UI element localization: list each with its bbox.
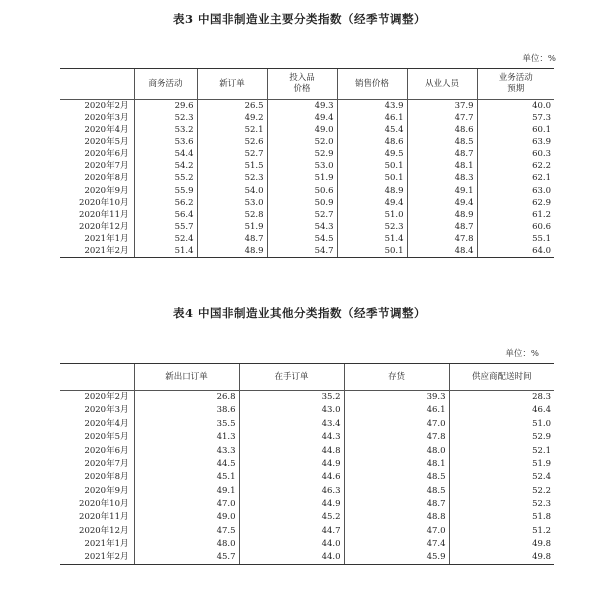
table3-cell: 40.0 (477, 100, 554, 112)
table3-corner-cell (60, 69, 134, 100)
table4-unit: 单位：% (505, 349, 539, 359)
table3-cell: 52.9 (267, 148, 337, 160)
table3-row (60, 112, 554, 124)
table4-cell: 44.3 (239, 431, 344, 444)
table4-cell: 48.1 (344, 457, 449, 470)
table3-cell: 47.7 (407, 112, 477, 124)
table3-cell: 48.9 (197, 246, 267, 258)
table4-row-label: 2020年12月 (79, 525, 129, 536)
table3-column-header (197, 69, 267, 100)
table4-row-label: 2020年10月 (79, 499, 129, 510)
table3-cell: 55.1 (477, 234, 554, 246)
table3-cell: 51.5 (197, 160, 267, 172)
table4-cell: 49.8 (449, 538, 554, 551)
table3-row-label: 2020年11月 (79, 210, 129, 221)
table4-cell: 51.8 (449, 511, 554, 524)
table3-cell: 48.6 (337, 136, 407, 148)
table4-column-header (344, 364, 449, 391)
table3-row-label: 2020年7月 (84, 161, 129, 172)
table4-cell: 51.0 (449, 417, 554, 430)
table3-column-header (134, 69, 197, 100)
table3-column-header-line: 预期 (507, 84, 525, 94)
table4-column-header (134, 364, 239, 391)
table3-row (60, 234, 554, 246)
table3-cell: 52.3 (337, 221, 407, 233)
table3-cell: 48.1 (407, 160, 477, 172)
table3-cell: 37.9 (407, 100, 477, 112)
table3-row-label: 2020年9月 (84, 185, 129, 196)
table4-cell: 47.0 (344, 524, 449, 537)
table4-row (60, 484, 554, 497)
table4-column-header (449, 364, 554, 391)
table3-cell: 48.7 (407, 148, 477, 160)
table3-cell: 50.9 (267, 197, 337, 209)
table3-cell: 52.3 (197, 173, 267, 185)
table4-cell: 47.5 (134, 524, 239, 537)
table3-cell: 61.2 (477, 209, 554, 221)
table3-row-label: 2020年2月 (84, 100, 129, 111)
table3-cell: 53.6 (134, 136, 197, 148)
table3-cell: 62.1 (477, 173, 554, 185)
table3-column-header-line: 业务活动 (498, 73, 533, 84)
table3-body (60, 100, 554, 258)
table4-cell: 44.9 (239, 498, 344, 511)
table4-row (60, 551, 554, 564)
table4-cell: 44.6 (239, 471, 344, 484)
table3-cell: 48.7 (407, 221, 477, 233)
table4-cell: 45.7 (134, 551, 239, 564)
table4-row-label: 2021年2月 (60, 551, 134, 564)
table3-cell: 51.4 (337, 234, 407, 246)
table3-cell: 43.9 (337, 100, 407, 112)
table4-corner-cell (60, 364, 134, 391)
table3-row-label: 2021年2月 (60, 246, 134, 258)
table3-cell: 51.9 (267, 173, 337, 185)
table3-cell: 54.3 (267, 221, 337, 233)
table4-row-label: 2020年3月 (84, 405, 129, 416)
table3-row (60, 148, 554, 160)
table3-row-label: 2020年3月 (84, 112, 129, 123)
table3-cell: 54.0 (197, 185, 267, 197)
table3-cell: 51.4 (134, 246, 197, 258)
table3-column-header-line: 销售价格 (354, 78, 389, 89)
table3-cell: 50.1 (337, 173, 407, 185)
table4-row-label: 2020年9月 (84, 485, 129, 496)
table3-cell: 52.4 (134, 234, 197, 246)
table4-cell: 45.2 (239, 511, 344, 524)
table3-column-header (407, 69, 477, 100)
table4-column-header-line: 新出口订单 (165, 371, 208, 382)
table4-row-label: 2020年11月 (79, 512, 129, 523)
table3-cell: 48.9 (337, 185, 407, 197)
table4-cell: 43.0 (239, 404, 344, 417)
table3-cell: 55.7 (134, 221, 197, 233)
table4-cell: 45.9 (344, 551, 449, 564)
table4-cell: 28.3 (449, 391, 554, 404)
table4-cell: 41.3 (134, 431, 239, 444)
table3 (60, 68, 554, 258)
table4-cell: 26.8 (134, 391, 239, 404)
table3-cell: 60.1 (477, 124, 554, 136)
table4 (60, 363, 554, 565)
table3-cell: 63.9 (477, 136, 554, 148)
table3-title: 表3 中国非制造业主要分类指数（经季节调整） (172, 12, 426, 26)
table4-row (60, 417, 554, 430)
table4-cell: 44.7 (239, 524, 344, 537)
table3-column-header-line: 商务活动 (148, 78, 183, 89)
table3-row (60, 185, 554, 197)
table3-cell: 49.1 (407, 185, 477, 197)
table3-row (60, 100, 554, 112)
table4-cell: 43.3 (134, 444, 239, 457)
table3-cell: 48.7 (197, 234, 267, 246)
table3-row-label: 2021年1月 (84, 234, 129, 245)
table4-row-label: 2020年7月 (84, 458, 129, 469)
table4-cell: 49.8 (449, 551, 554, 564)
table3-column-header-line: 新订单 (219, 78, 245, 89)
table4-header-row (60, 364, 554, 391)
table3-cell: 52.3 (134, 112, 197, 124)
table3-row (60, 173, 554, 185)
table3-unit: 单位：% (522, 54, 556, 64)
table4-cell: 44.0 (239, 538, 344, 551)
table4-cell: 47.4 (344, 538, 449, 551)
table4-cell: 52.9 (449, 431, 554, 444)
table3-cell: 64.0 (477, 246, 554, 258)
table4-row (60, 391, 554, 404)
table3-cell: 48.9 (407, 209, 477, 221)
table3-row-label: 2020年8月 (84, 173, 129, 184)
table4-row-label: 2020年8月 (84, 472, 129, 483)
table4-cell: 52.2 (449, 484, 554, 497)
table3-cell: 54.7 (267, 246, 337, 258)
table3-cell: 52.1 (197, 124, 267, 136)
table4-column-header-line: 供应商配送时间 (471, 371, 532, 382)
table3-cell: 52.0 (267, 136, 337, 148)
table3-cell: 50.1 (337, 246, 407, 258)
table4-row (60, 511, 554, 524)
table3-cell: 54.2 (134, 160, 197, 172)
table3-cell: 54.4 (134, 148, 197, 160)
table3-column-header-line: 从业人员 (424, 78, 459, 89)
table3-cell: 48.3 (407, 173, 477, 185)
table3-cell: 52.6 (197, 136, 267, 148)
table4-row (60, 431, 554, 444)
table4-title: 表4 中国非制造业其他分类指数（经季节调整） (172, 306, 426, 320)
table3-cell: 45.4 (337, 124, 407, 136)
table4-cell: 49.1 (134, 484, 239, 497)
table4-row (60, 404, 554, 417)
table3-row (60, 246, 554, 258)
table3-cell: 48.5 (407, 136, 477, 148)
table3-cell: 49.4 (267, 112, 337, 124)
table3-row-label: 2020年6月 (84, 149, 129, 160)
table4-row (60, 471, 554, 484)
table3-cell: 53.0 (197, 197, 267, 209)
table4-row (60, 538, 554, 551)
table4-row-label: 2020年5月 (84, 432, 129, 443)
table4-cell: 48.7 (344, 498, 449, 511)
table4-row-label: 2020年4月 (84, 418, 129, 429)
table4-cell: 39.3 (344, 391, 449, 404)
table4-cell: 44.8 (239, 444, 344, 457)
table3-row-label: 2020年10月 (79, 197, 129, 208)
table4-cell: 52.1 (449, 444, 554, 457)
table3-row-label: 2020年5月 (84, 136, 129, 147)
table3-cell: 63.0 (477, 185, 554, 197)
table3-cell: 54.5 (267, 234, 337, 246)
table4-cell: 46.1 (344, 404, 449, 417)
table3-cell: 49.5 (337, 148, 407, 160)
table3-column-header (337, 69, 407, 100)
table3-cell: 56.4 (134, 209, 197, 221)
table3-cell: 48.4 (407, 246, 477, 258)
table3-row (60, 160, 554, 172)
table3-row (60, 197, 554, 209)
table4-cell: 48.8 (344, 511, 449, 524)
table3-cell: 56.2 (134, 197, 197, 209)
table3-cell: 49.0 (267, 124, 337, 136)
table3-column-header (477, 69, 554, 100)
table4-cell: 43.4 (239, 417, 344, 430)
table3-cell: 50.1 (337, 160, 407, 172)
table3-row (60, 136, 554, 148)
table4-cell: 47.8 (344, 431, 449, 444)
table3-cell: 49.3 (267, 100, 337, 112)
table3-cell: 60.3 (477, 148, 554, 160)
table4-row (60, 498, 554, 511)
table3-cell: 55.2 (134, 173, 197, 185)
table3-cell: 62.2 (477, 160, 554, 172)
table3-cell: 49.2 (197, 112, 267, 124)
table3-cell: 46.1 (337, 112, 407, 124)
table3-cell: 51.9 (197, 221, 267, 233)
table4-cell: 51.9 (449, 457, 554, 470)
table3-column-header (267, 69, 337, 100)
table3-cell: 47.8 (407, 234, 477, 246)
table4-body (60, 391, 554, 565)
table4-row (60, 444, 554, 457)
table4-cell: 52.3 (449, 498, 554, 511)
table4-cell: 52.4 (449, 471, 554, 484)
table4-cell: 48.0 (344, 444, 449, 457)
table4-column-header-line: 在手订单 (274, 371, 309, 382)
table3-cell: 49.4 (337, 197, 407, 209)
table3-cell: 26.5 (197, 100, 267, 112)
table3-cell: 49.4 (407, 197, 477, 209)
table4-row-label: 2020年6月 (84, 445, 129, 456)
table3-cell: 52.7 (267, 209, 337, 221)
table3-cell: 52.7 (197, 148, 267, 160)
table4-column-header-line: 存货 (387, 371, 405, 382)
table3-cell: 60.6 (477, 221, 554, 233)
table4-cell: 48.0 (134, 538, 239, 551)
table4-cell: 46.4 (449, 404, 554, 417)
table3-cell: 57.3 (477, 112, 554, 124)
table3-cell: 51.0 (337, 209, 407, 221)
table4-row (60, 457, 554, 470)
table3-column-header-line: 投入品 (289, 73, 315, 84)
table4-cell: 48.5 (344, 484, 449, 497)
table4-cell: 48.5 (344, 471, 449, 484)
table3-cell: 29.6 (134, 100, 197, 112)
table4-row-label: 2021年1月 (84, 539, 129, 550)
table4-row (60, 524, 554, 537)
table3-cell: 48.6 (407, 124, 477, 136)
table3-row (60, 124, 554, 136)
table4-cell: 35.2 (239, 391, 344, 404)
table4-cell: 49.0 (134, 511, 239, 524)
table3-column-header-line: 价格 (293, 84, 311, 94)
table3-row-label: 2020年12月 (79, 222, 129, 233)
table3-row-label: 2020年4月 (84, 124, 129, 135)
table4-cell: 35.5 (134, 417, 239, 430)
table4-cell: 38.6 (134, 404, 239, 417)
table4-cell: 45.1 (134, 471, 239, 484)
table4-cell: 47.0 (344, 417, 449, 430)
table3-cell: 55.9 (134, 185, 197, 197)
table3-row (60, 209, 554, 221)
table4-cell: 47.0 (134, 498, 239, 511)
table3-cell: 53.0 (267, 160, 337, 172)
table3-cell: 53.2 (134, 124, 197, 136)
table4-column-header (239, 364, 344, 391)
table3-cell: 52.8 (197, 209, 267, 221)
table3-cell: 50.6 (267, 185, 337, 197)
table4-cell: 51.2 (449, 524, 554, 537)
table3-cell: 62.9 (477, 197, 554, 209)
table4-cell: 44.0 (239, 551, 344, 564)
table4-row-label: 2020年2月 (84, 392, 129, 403)
table3-header-row (60, 69, 554, 100)
table4-cell: 46.3 (239, 484, 344, 497)
table4-cell: 44.9 (239, 457, 344, 470)
table4-cell: 44.5 (134, 457, 239, 470)
table3-row (60, 221, 554, 233)
